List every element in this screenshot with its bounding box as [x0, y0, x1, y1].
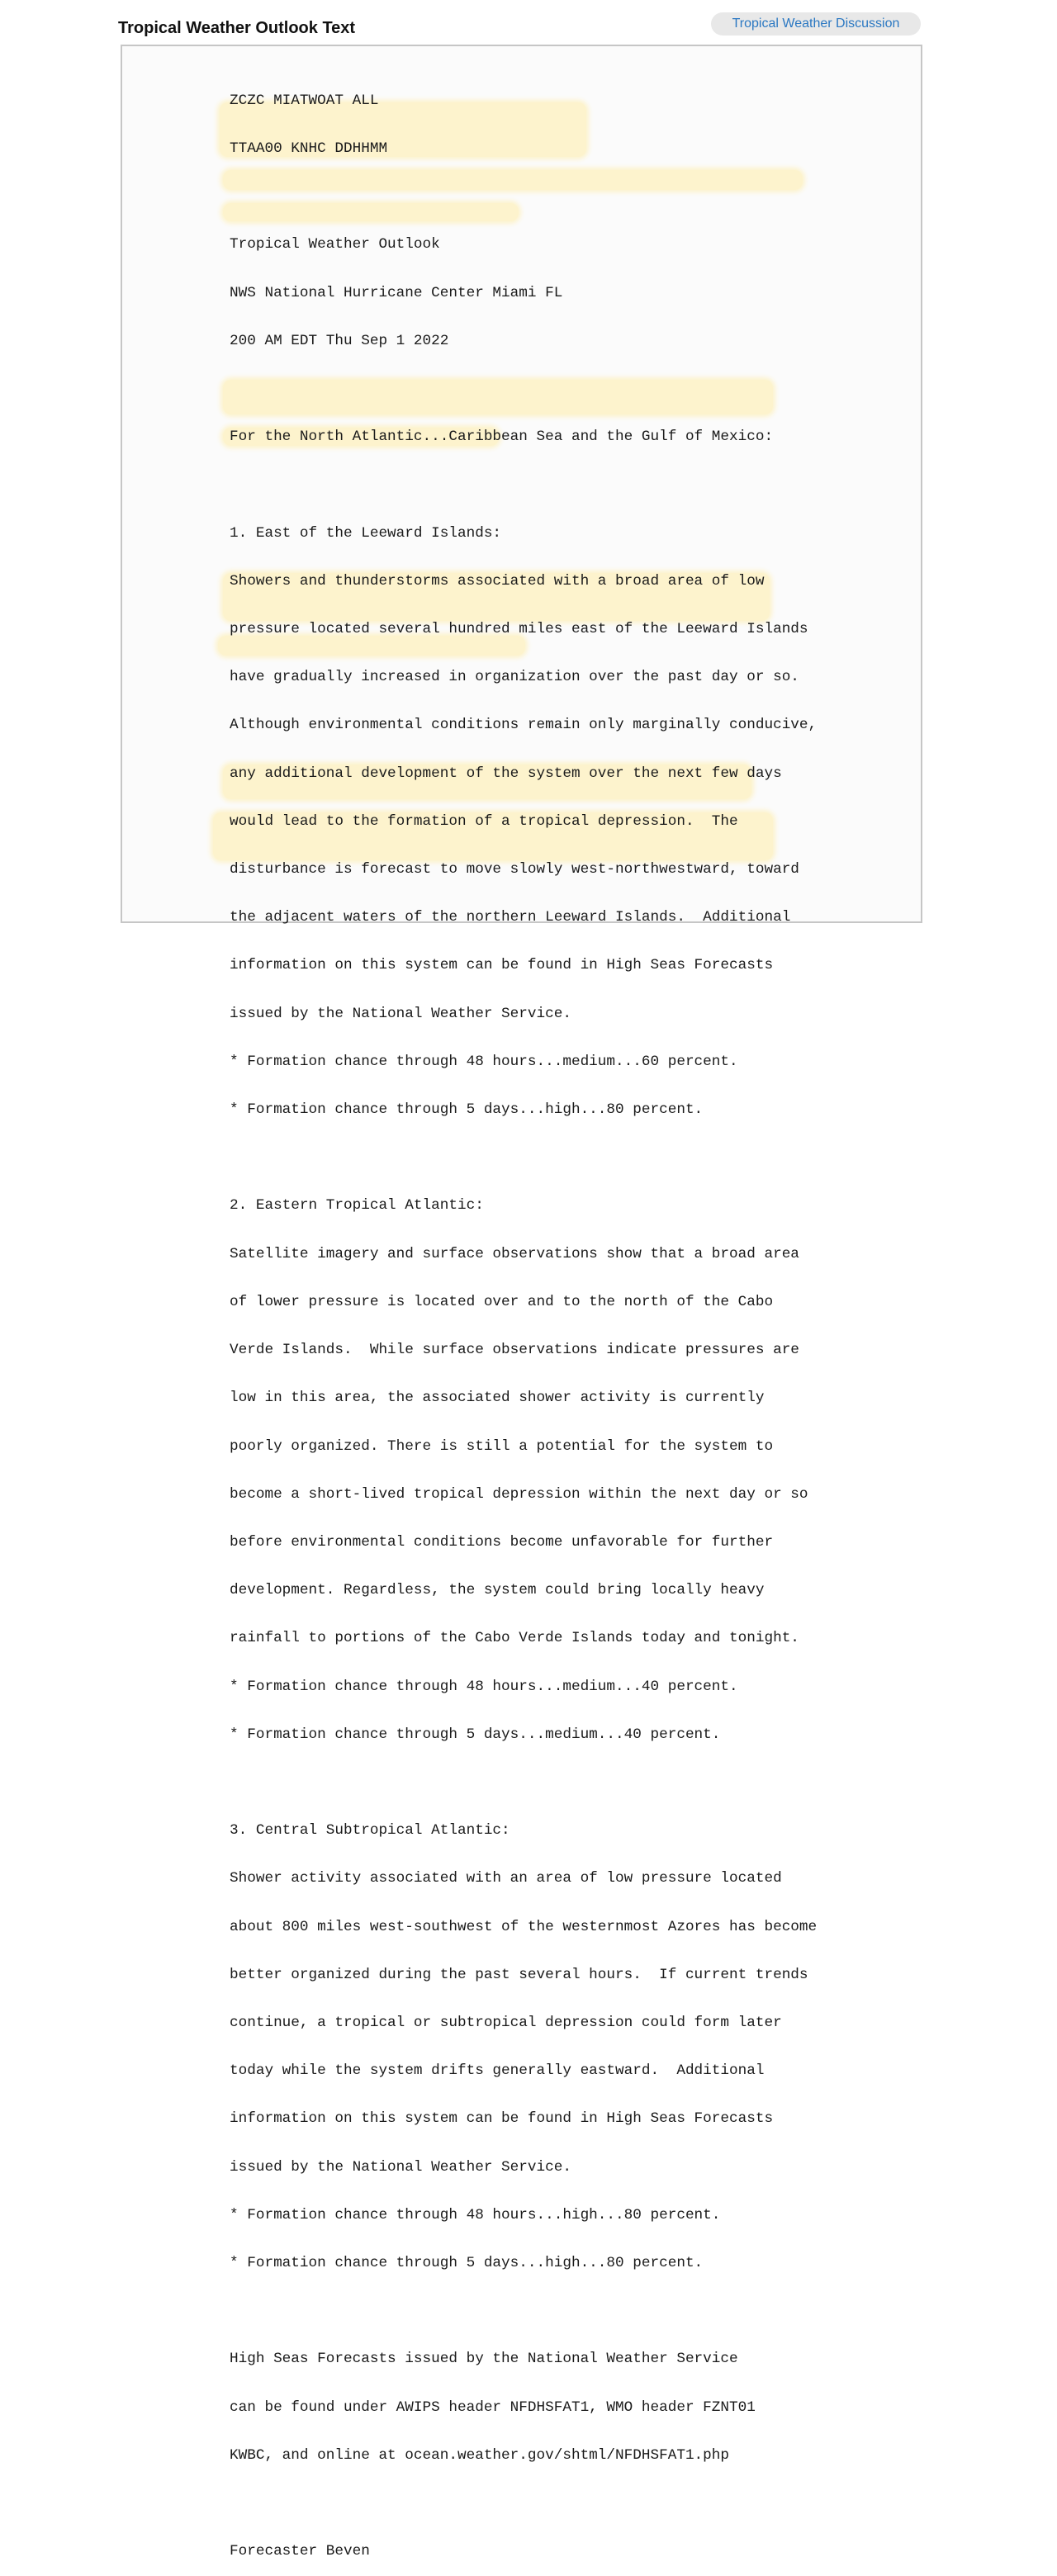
- bulletin-line: continue, a tropical or subtropical depression could form later: [230, 2014, 782, 2031]
- tropical-weather-discussion-button[interactable]: Tropical Weather Discussion: [711, 12, 921, 36]
- blank-line: [230, 1150, 817, 1166]
- bulletin-line: would lead to the formation of a tropical depression. The: [230, 812, 738, 830]
- bulletin-line: ZCZC MIATWOAT ALL: [230, 92, 379, 109]
- bulletin-line: better organized during the past several hours. If current trends: [230, 1966, 808, 1983]
- outlook-title: Tropical Weather Outlook: [230, 236, 440, 253]
- blank-line: [230, 2304, 817, 2319]
- high-seas-note: can be found under AWIPS header NFDHSFAT1, WMO header FZNT01: [230, 2398, 756, 2416]
- formation-chance: * Formation chance through 5 days...medium...40 percent.: [230, 1726, 721, 1743]
- bulletin-line: Although environmental conditions remain only marginally conducive,: [230, 717, 818, 734]
- forecaster-signature: Forecaster Beven: [230, 2543, 370, 2560]
- blank-line: [230, 2496, 817, 2512]
- bulletin-line: development. Regardless, the system could bring locally heavy: [230, 1582, 765, 1599]
- bulletin-line: poorly organized. There is still a potential for the system to: [230, 1437, 774, 1455]
- bulletin-line: pressure located several hundred miles east of the Leeward Islands: [230, 621, 808, 638]
- bulletin-line: have gradually increased in organization over the past day or so.: [230, 669, 799, 686]
- region-line: For the North Atlantic...Caribbean Sea and the Gulf of Mexico:: [230, 429, 774, 446]
- blank-line: [230, 1775, 817, 1791]
- page-title: Tropical Weather Outlook Text: [118, 19, 356, 37]
- bulletin-line: issued by the National Weather Service.: [230, 2158, 571, 2176]
- blank-line: [230, 189, 817, 205]
- formation-chance: * Formation chance through 48 hours...medium...60 percent.: [230, 1053, 738, 1070]
- bulletin-line: become a short-lived tropical depression within the next day or so: [230, 1485, 808, 1503]
- bulletin-line: Verde Islands. While surface observations indicate pressures are: [230, 1342, 799, 1359]
- bulletin-line: Showers and thunderstorms associated with a broad area of low: [230, 572, 765, 590]
- item-heading: 3. Central Subtropical Atlantic:: [230, 1822, 510, 1840]
- bulletin-line: any additional development of the system over the next few days: [230, 765, 782, 782]
- blank-line: [230, 381, 817, 397]
- formation-chance: * Formation chance through 48 hours...medium...40 percent.: [230, 1678, 738, 1695]
- formation-chance: * Formation chance through 5 days...high...80 percent.: [230, 2254, 704, 2271]
- bulletin-line: today while the system drifts generally eastward. Additional: [230, 2062, 765, 2080]
- bulletin-line: about 800 miles west-southwest of the westernmost Azores has become: [230, 1918, 818, 1935]
- bulletin-line: NWS National Hurricane Center Miami FL: [230, 284, 563, 301]
- item-heading: 2. Eastern Tropical Atlantic:: [230, 1197, 484, 1215]
- blank-line: [230, 477, 817, 493]
- bulletin-line: information on this system can be found in High Seas Forecasts: [230, 957, 774, 974]
- bulletin-line: rainfall to portions of the Cabo Verde Islands today and tonight.: [230, 1630, 799, 1647]
- formation-chance: * Formation chance through 5 days...high...80 percent.: [230, 1101, 704, 1119]
- item-heading: 1. East of the Leeward Islands:: [230, 524, 502, 542]
- bulletin-line: information on this system can be found in High Seas Forecasts: [230, 2110, 774, 2128]
- bulletin-line: of lower pressure is located over and to the north of the Cabo: [230, 1293, 774, 1310]
- high-seas-note: KWBC, and online at ocean.weather.gov/shtml/NFDHSFAT1.php: [230, 2446, 730, 2464]
- outlook-bulletin-text: [230, 61, 817, 2576]
- bulletin-line: disturbance is forecast to move slowly west-northwestward, toward: [230, 861, 799, 878]
- bulletin-line: 200 AM EDT Thu Sep 1 2022: [230, 332, 449, 349]
- bulletin-line: TTAA00 KNHC DDHHMM: [230, 140, 388, 158]
- high-seas-note: High Seas Forecasts issued by the National Weather Service: [230, 2351, 738, 2368]
- bulletin-line: low in this area, the associated shower activity is currently: [230, 1390, 765, 1407]
- formation-chance: * Formation chance through 48 hours...high...80 percent.: [230, 2206, 721, 2223]
- bulletin-line: Shower activity associated with an area of low pressure located: [230, 1870, 782, 1887]
- bulletin-line: before environmental conditions become unfavorable for further: [230, 1533, 774, 1551]
- bulletin-line: Satellite imagery and surface observations show that a broad area: [230, 1245, 799, 1262]
- bulletin-line: the adjacent waters of the northern Leeward Islands. Additional: [230, 909, 791, 926]
- bulletin-line: issued by the National Weather Service.: [230, 1005, 571, 1022]
